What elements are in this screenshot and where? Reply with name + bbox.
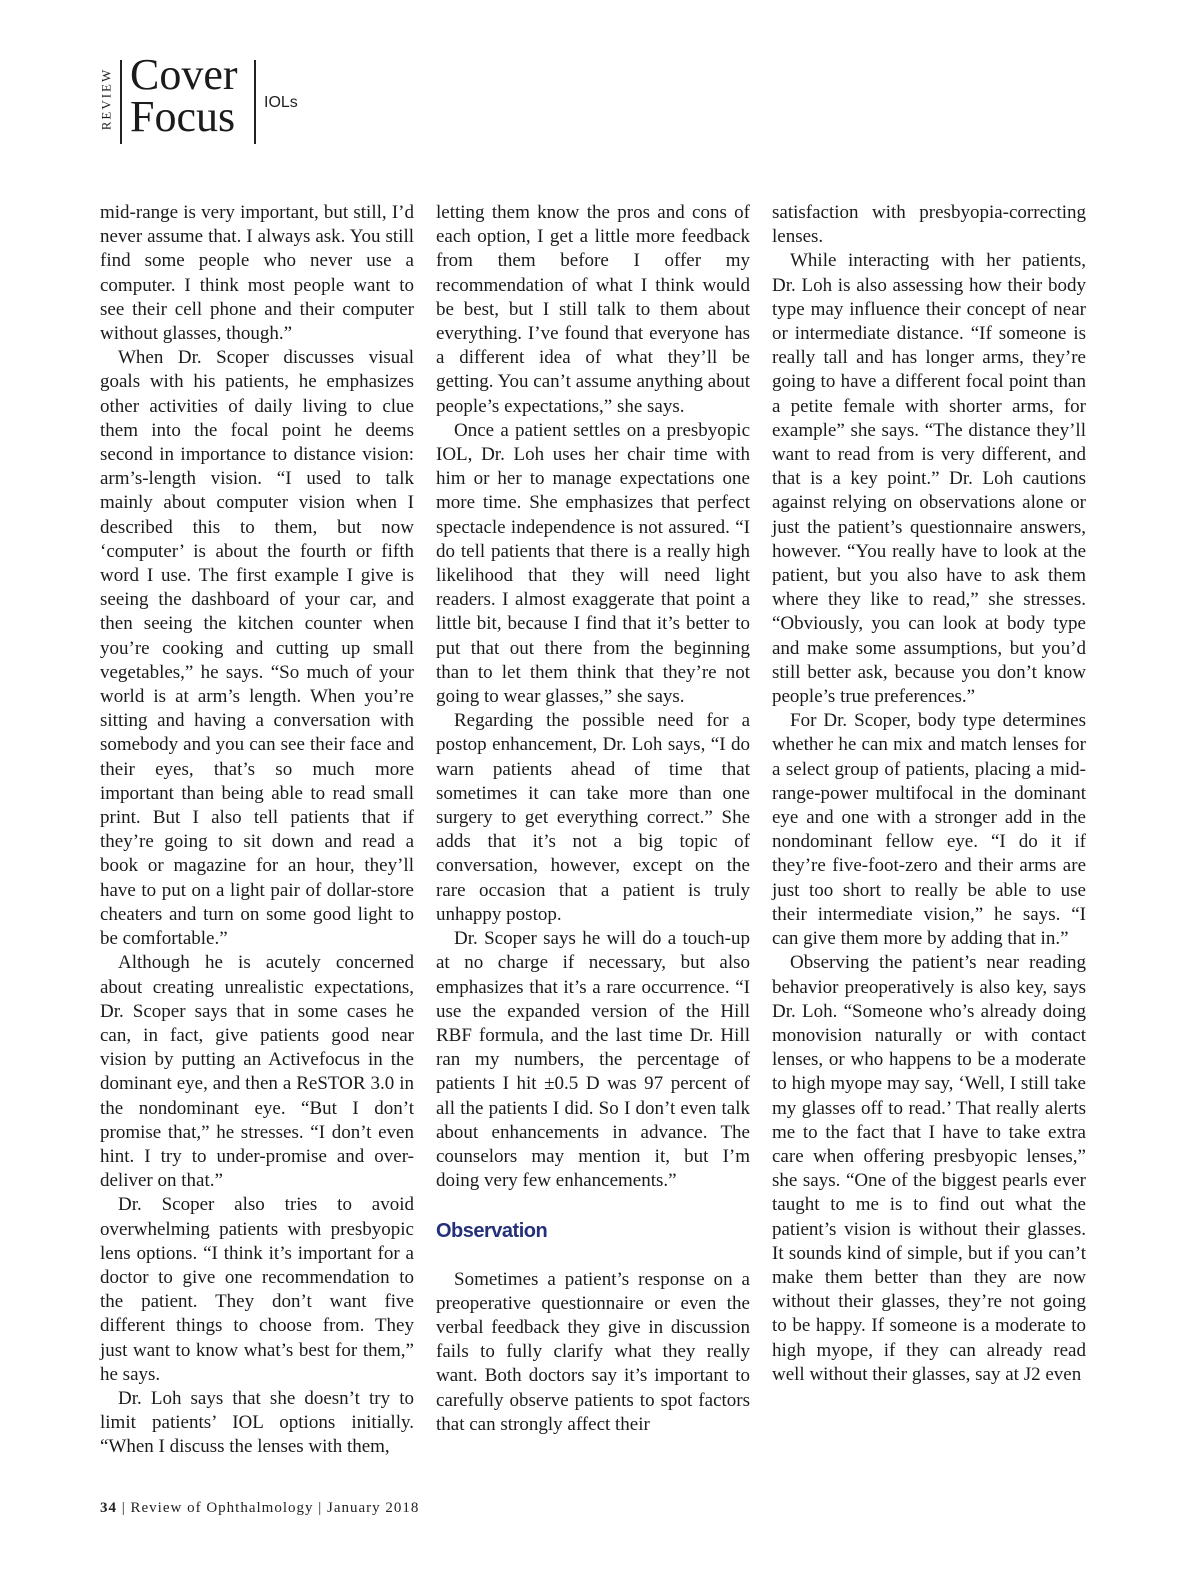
paragraph: Sometimes a patient’s response on a preoperative questionnaire or even the verbal feedback they give in discussion fails to fully clarify what they really want. Both doctors say it’s important to carefully observe patients to spot factors that can strongly affect their	[436, 1268, 750, 1435]
subhead-observation: Observation	[436, 1220, 548, 1243]
column-1	[100, 201, 414, 1460]
column-2	[436, 201, 750, 1437]
cover-focus-title	[130, 50, 238, 141]
header-divider-right	[254, 60, 256, 144]
paragraph: Although he is acutely concerned about creating unrealistic expectations, Dr. Scoper says that in some cases he can, in fact, give patients good near vision by putting an Activefocus in the dominant eye, and then a ReSTOR 3.0 in the nondominant eye. “But I don’t promise that,” he stresses. “I don’t even hint. I try to under-promise and over-deliver on that.”	[100, 952, 414, 1192]
paragraph: When Dr. Scoper discusses visual goals with his patients, he emphasizes other activities of daily living to clue them into the focal point he deems second in importance to distance vision: arm’s-length vision. “I used to talk mainly about computer vision when I described this to them, but now ‘computer’ is about the fourth or fifth word I use. The first example I give is seeing the dashboard of your car, and then seeing the kitchen counter when you’re cooking and cutting up small vegetables,” he says. “So much of your world is at arm’s length. When you’re sitting and having a conversation with somebody and you can see their face and their eyes, that’s so much more important than being able to read small print. But I also tell patients that if they’re going to sit down and read a book or magazine for an hour, they’ll have to put on a light pair of dollar-store cheaters and turn on some good light to be comfortable.”	[100, 347, 414, 950]
paragraph: While interacting with her patients, Dr. Loh is also assessing how their body type may influence their concept of near or intermediate distance. “If someone is really tall and has longer arms, they’re going to have a different focal point than a petite female with shorter arms, for example” she says. “The distance they’ll want to read from is very different, and that is a key point.” Dr. Loh cautions against relying on observations alone or just the patient’s questionnaire answers, however. “You really have to look at the patient, but you also have to ask them where they like to read,” she stresses. “Obviously, you can look at body type and make some assumptions, but you’d still better ask, because you don’t know people’s true preferences.”	[772, 250, 1086, 708]
paragraph: Once a patient settles on a presbyopic IOL, Dr. Loh uses her chair time with him or her to manage expectations one more time. She emphasizes that perfect spectacle independence is not assured. “I do tell patients that there is a really high likelihood that they will need light readers. I almost exaggerate that point a little bit, because I find that it’s better to put that out there from the beginning than to let them think that they’re not going to wear glasses,” she says.	[436, 419, 750, 708]
paragraph: mid-range is very important, but still, I’d never assume that. I always ask. You still find some people who never use a computer. I think most people want to see their cell phone and their computer without glasses, though.”	[100, 202, 414, 345]
paragraph: Observing the patient’s near reading behavior preoperatively is also key, says Dr. Loh. “Someone who’s already doing monovision naturally or with contact lenses, or who happens to be a moderate to high myope may say, ‘Well, I still take my glasses off to read.’ That really alerts me to the fact that I have to take extra care when offering presbyopic lenses,” she says. “One of the biggest pearls ever taught to me is to find out what the patient’s vision is without their glasses. It sounds kind of simple, but if you can’t make them better than they are now without their glasses, they’re not going to be happy. If someone is a moderate to high myope, if they can already read well without their glasses, say at J2 even	[772, 952, 1086, 1385]
paragraph: Dr. Scoper also tries to avoid overwhelming patients with presbyopic lens options. “I think it’s important for a doctor to give one recommendation to the patient. They don’t want five different things to choose from. They just want to know what’s best for them,” he says.	[100, 1194, 414, 1385]
footer-separator: |	[318, 1500, 323, 1516]
header-divider-left	[120, 60, 122, 144]
paragraph: Dr. Scoper says he will do a touch-up at no charge if necessary, but also emphasizes that it’s a rare occurrence. “I use the expanded version of the Hill RBF formula, and the last time Dr. Hill ran my numbers, the percentage of patients I hit ±0.5 D was 97 percent of all the patients I did. So I don’t even talk about enhancements in advance. The counselors may mention it, but I’m doing very few enhancements.”	[436, 928, 750, 1192]
page-footer	[100, 1500, 419, 1517]
title-line-2: Focus	[130, 92, 236, 141]
issue-date: January 2018	[327, 1500, 420, 1516]
paragraph: letting them know the pros and cons of each option, I get a little more feedback from them before I offer my recommendation of what I think would be best, but I still talk to them about everything. I’ve found that everyone has a different idea of what they’ll be getting. You can’t assume anything about people’s expectations,” she says.	[436, 202, 750, 417]
review-vertical-label: REVIEW	[98, 67, 114, 131]
paragraph: For Dr. Scoper, body type determines whether he can mix and match lenses for a select group of patients, placing a mid-range-power multifocal in the dominant eye and one with a stronger add in the nondominant fellow eye. “I do it if they’re five-foot-zero and their arms are just too short to really be able to use their intermediate vision,” he says. “I can give them more by adding that in.”	[772, 710, 1086, 950]
publication-name: Review of Ophthalmology	[130, 1500, 314, 1516]
column-3	[772, 201, 1086, 1387]
section-tag: IOLs	[264, 94, 298, 111]
page-number: 34	[100, 1500, 117, 1516]
paragraph: satisfaction with presbyopia-correcting lenses.	[772, 202, 1086, 248]
paragraph: Regarding the possible need for a postop enhancement, Dr. Loh says, “I do warn patients ahead of time that sometimes it can take more than one surgery to get everything correct.” She adds that it’s not a big topic of conversation, however, except on the rare occasion that a patient is truly unhappy postop.	[436, 710, 750, 925]
title-line-1: Cover	[130, 50, 238, 99]
footer-separator: |	[121, 1500, 126, 1516]
paragraph: Dr. Loh says that she doesn’t try to limit patients’ IOL options initially. “When I discuss the lenses with them,	[100, 1387, 414, 1458]
